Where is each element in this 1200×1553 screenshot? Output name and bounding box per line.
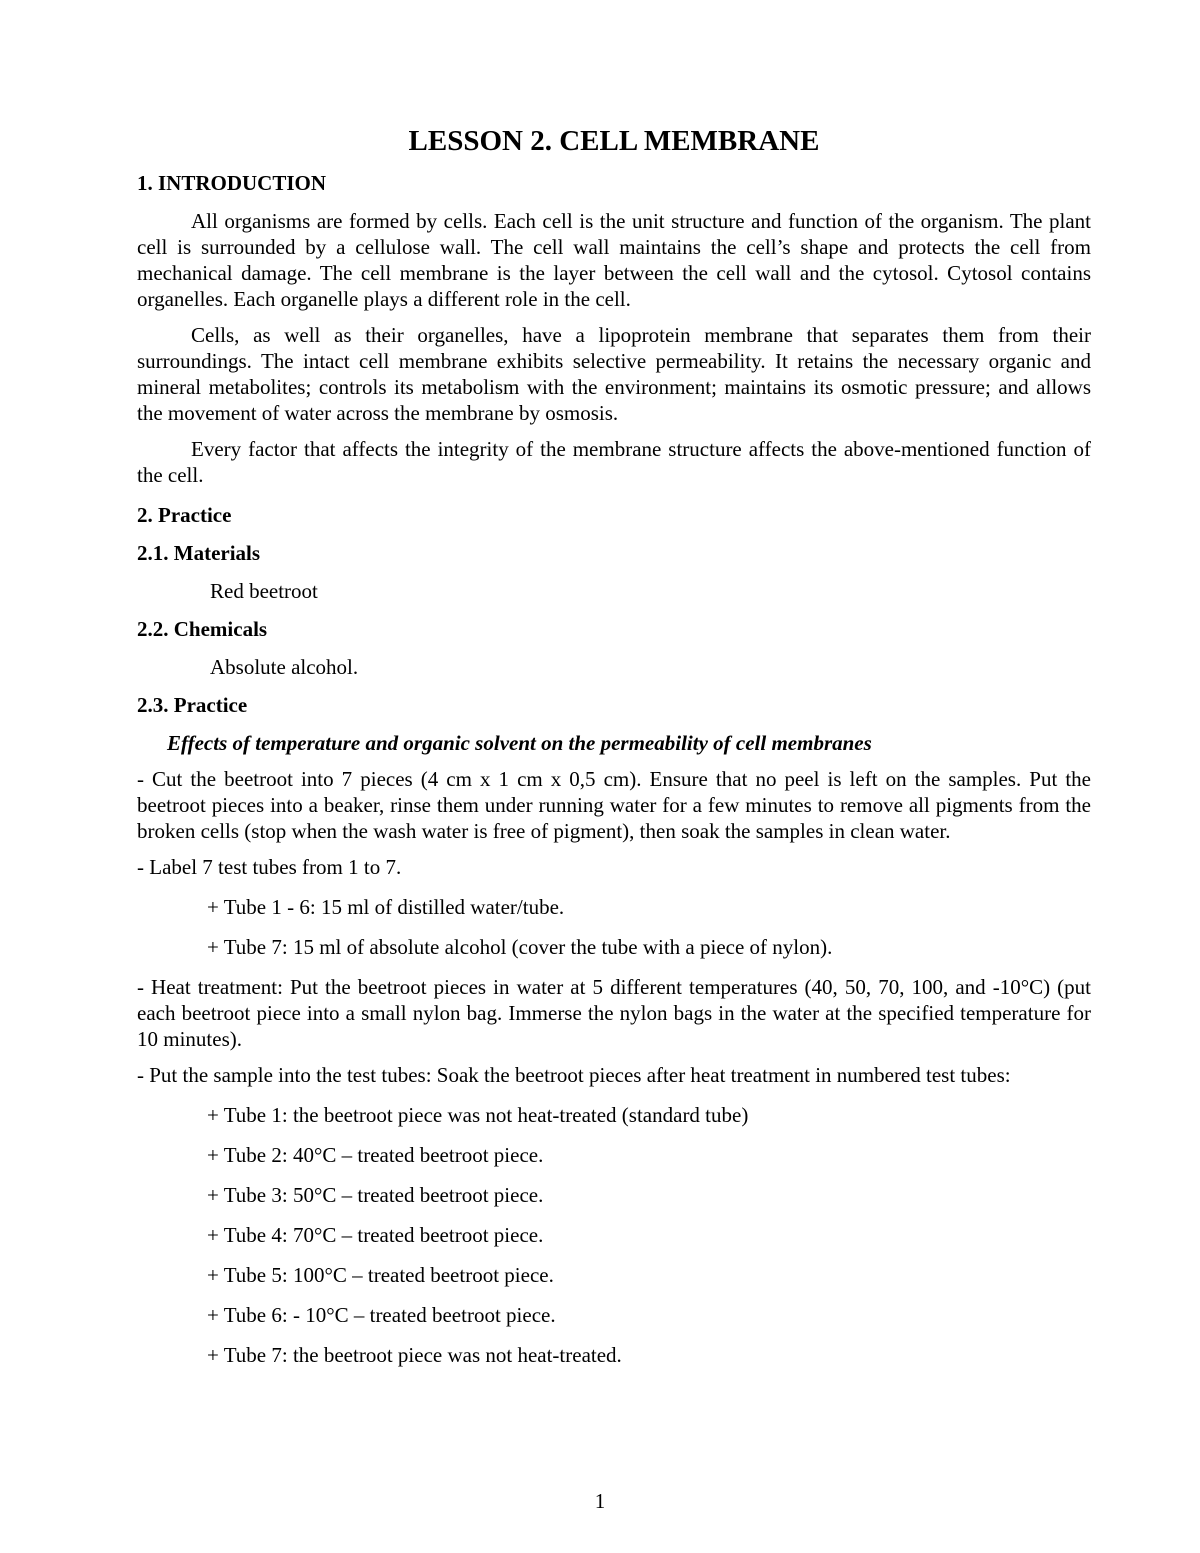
- page-number: 1: [594, 1489, 606, 1513]
- experiment-title: Effects of temperature and organic solvent on the permeability of cell membranes: [167, 731, 872, 755]
- practice-subheading: 2.3. Practice: [137, 693, 248, 717]
- list-item: + Tube 7: 15 ml of absolute alcohol (cover the tube with a piece of nylon).: [207, 935, 833, 959]
- chemicals-heading: 2.2. Chemicals: [137, 617, 268, 641]
- introduction-paragraph-3: Every factor that affects the integrity of the membrane structure affects the above-mentioned function of the cell.: [137, 437, 1091, 487]
- list-item: + Tube 2: 40°C – treated beetroot piece.: [207, 1143, 544, 1167]
- list-item: + Tube 1: the beetroot piece was not heat-treated (standard tube): [207, 1103, 749, 1127]
- list-item: + Tube 6: - 10°C – treated beetroot piece.: [207, 1303, 556, 1327]
- introduction-heading: 1. INTRODUCTION: [137, 171, 327, 195]
- step-label: - Label 7 test tubes from 1 to 7.: [137, 855, 402, 879]
- materials-heading: 2.1. Materials: [137, 541, 261, 565]
- introduction-paragraph-2: Cells, as well as their organelles, have a lipoprotein membrane that separates them from their surroundings. The intact cell membrane exhibits selective permeability. It retains the necessary organic and mineral metabolites; controls its metabolism with the environment; maintains its osmotic pressure; and allows the movement of water across the membrane by osmosis.: [137, 323, 1091, 425]
- step-put: - Put the sample into the test tubes: Soak the beetroot pieces after heat treatment in numbered test tubes:: [137, 1063, 1011, 1087]
- introduction-paragraph-1: All organisms are formed by cells. Each cell is the unit structure and function of the organism. The plant cell is surrounded by a cellulose wall. The cell wall maintains the cell’s shape and protects the cell from mechanical damage. The cell membrane is the layer between the cell wall and the cytosol. Cytosol contains organelles. Each organelle plays a different role in the cell.: [137, 209, 1091, 311]
- list-item: + Tube 5: 100°C – treated beetroot piece.: [207, 1263, 554, 1287]
- step-heat: - Heat treatment: Put the beetroot pieces in water at 5 different temperatures (40, 50, 70, 100, and -10°C) (put each beetroot piece into a small nylon bag. Immerse the nylon bags in the water at the specified temperature for 10 minutes).: [137, 975, 1091, 1051]
- list-item: + Tube 3: 50°C – treated beetroot piece.: [207, 1183, 544, 1207]
- practice-heading: 2. Practice: [137, 503, 232, 527]
- page-content: [137, 122, 1091, 1382]
- list-item: + Tube 7: the beetroot piece was not heat-treated.: [207, 1343, 622, 1367]
- list-item: + Tube 1 - 6: 15 ml of distilled water/tube.: [207, 895, 565, 919]
- step-cut: - Cut the beetroot into 7 pieces (4 cm x 1 cm x 0,5 cm). Ensure that no peel is left on the samples. Put the beetroot pieces into a beaker, rinse them under running water for a few minutes to remove all pigments from the broken cells (stop when the wash water is free of pigment), then soak the samples in clean water.: [137, 767, 1091, 843]
- materials-text: Red beetroot: [210, 579, 318, 603]
- list-item: + Tube 4: 70°C – treated beetroot piece.: [207, 1223, 544, 1247]
- page-title: LESSON 2. CELL MEMBRANE: [408, 125, 820, 157]
- chemicals-text: Absolute alcohol.: [210, 655, 359, 679]
